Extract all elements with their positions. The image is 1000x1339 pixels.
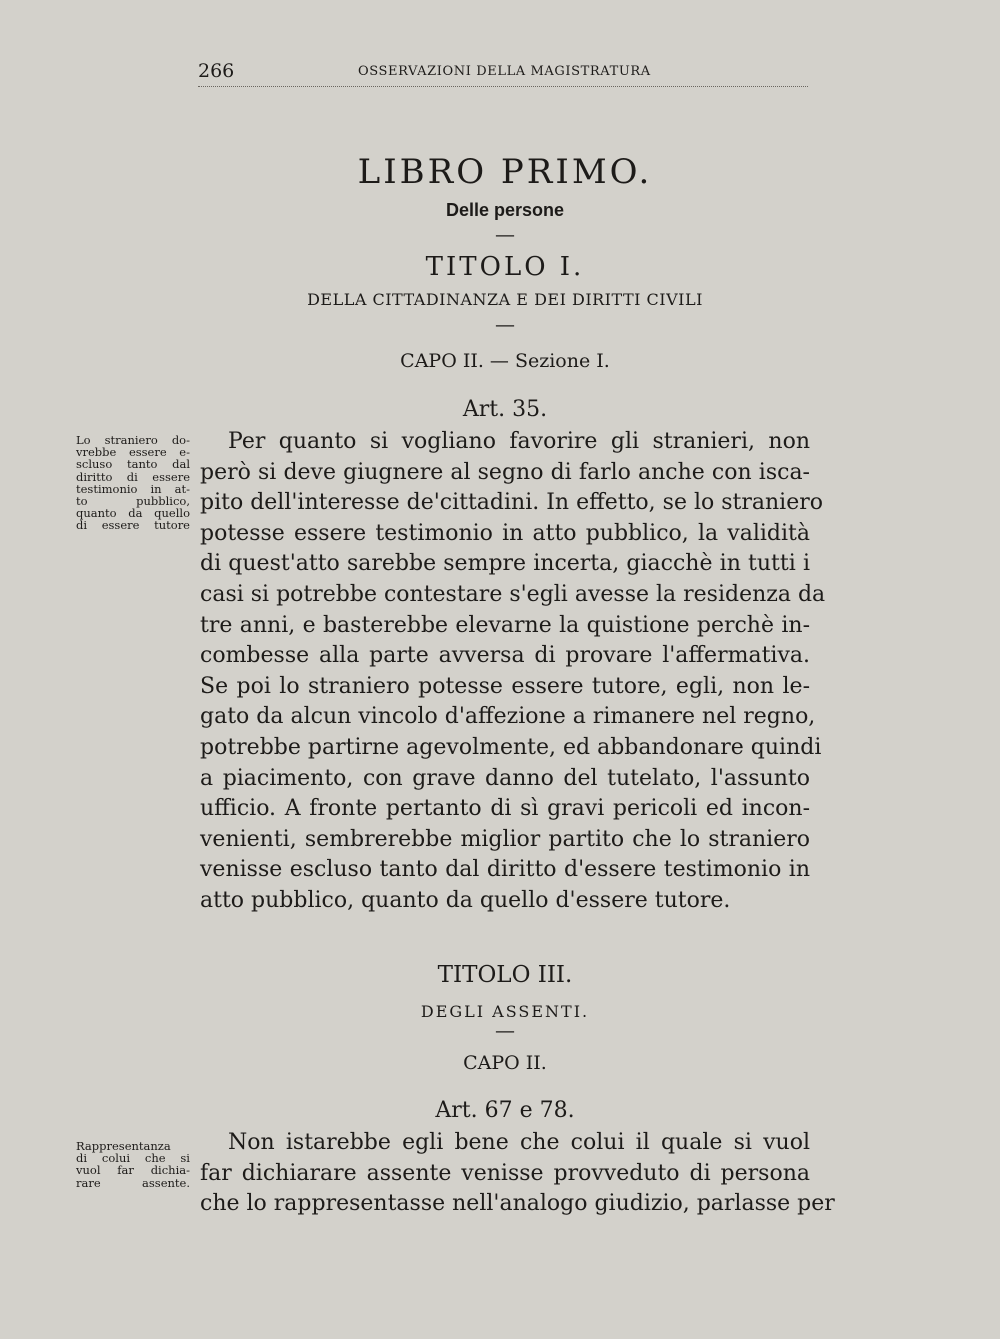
margin-note-line: Lo straniero do- <box>76 433 190 447</box>
text-line: tre anni, e basterebbe elevarne la quistione perchè in- <box>200 612 810 638</box>
margin-note-line: quanto da quello <box>76 506 190 521</box>
article-heading: Art. 67 e 78. <box>435 1098 575 1123</box>
margin-note <box>76 1140 190 1189</box>
margin-note-line: diritto di essere <box>76 469 190 484</box>
separator-dash: — <box>495 1018 515 1042</box>
text-line: che lo rappresentasse nell'analogo giudizio, parlasse per <box>200 1191 835 1217</box>
text-line: di quest'atto sarebbe sempre incerta, giacchè in tutti i <box>200 551 810 577</box>
margin-note <box>76 434 190 532</box>
book-subtitle: Delle persone <box>445 200 565 220</box>
text-line: potesse essere testimonio in atto pubblico, la validità <box>200 520 810 546</box>
capo-heading: CAPO II. <box>463 1052 547 1074</box>
text-line: Per quanto si vogliano favorire gli stranieri, non <box>228 429 810 454</box>
margin-note-line: vuol far dichia- <box>76 1163 190 1178</box>
margin-note-line: testimonio in at- <box>76 481 190 496</box>
text-line: casi si potrebbe contestare s'egli avesse la residenza da <box>200 581 826 607</box>
book-title: LIBRO PRIMO. <box>357 152 653 192</box>
margin-note-line: vrebbe essere e- <box>76 445 190 460</box>
body-paragraph <box>200 427 826 917</box>
text-line: far dichiarare assente venisse provveduto di persona <box>200 1160 810 1186</box>
running-title: OSSERVAZIONI DELLA MAGISTRATURA <box>358 64 651 79</box>
margin-note-line: rare assente. <box>76 1175 190 1190</box>
text-line: venienti, sembrerebbe miglior partito che lo straniero <box>200 826 810 852</box>
text-line: Se poi lo straniero potesse essere tutore, egli, non le- <box>200 673 810 699</box>
page-number: 266 <box>198 60 235 82</box>
body-paragraph <box>200 1128 835 1220</box>
margin-note-line: to pubblico, <box>76 494 190 509</box>
titolo-heading: TITOLO I. <box>425 252 585 282</box>
text-line: venisse escluso tanto dal diritto d'essere testimonio in <box>200 857 810 883</box>
margin-note-line: di colui che si <box>76 1151 190 1166</box>
separator-dash: — <box>495 222 515 246</box>
margin-note-line: Rappresentanza <box>76 1139 171 1153</box>
text-line: potrebbe partirne agevolmente, ed abbandonare quindi <box>200 734 822 760</box>
margin-note-line: di essere tutore <box>76 518 190 533</box>
margin-note-line: scluso tanto dal <box>76 457 190 472</box>
text-line: gato da alcun vincolo d'affezione a rimanere nel regno, <box>200 704 816 730</box>
titolo-subheading: DEGLI ASSENTI. <box>420 1002 590 1021</box>
text-line: a piacimento, con grave danno del tutelato, l'assunto <box>200 765 810 791</box>
article-heading: Art. 35. <box>462 397 548 422</box>
separator-dash: — <box>495 312 515 336</box>
text-line: però si deve giugnere al segno di farlo anche con isca- <box>200 459 810 485</box>
capo-heading: CAPO II. — Sezione I. <box>400 350 610 372</box>
text-line: combesse alla parte avversa di provare l'affermativa. <box>200 643 810 669</box>
text-line: pito dell'interesse de'cittadini. In effetto, se lo straniero <box>200 490 823 516</box>
text-line: atto pubblico, quanto da quello d'essere tutore. <box>200 887 731 913</box>
titolo-heading: TITOLO III. <box>437 962 573 988</box>
text-line: ufficio. A fronte pertanto di sì gravi pericoli ed incon- <box>200 796 810 822</box>
titolo-subheading: DELLA CITTADINANZA E DEI DIRITTI CIVILI <box>307 290 703 309</box>
running-head <box>198 60 808 87</box>
text-line: Non istarebbe egli bene che colui il quale si vuol <box>228 1130 810 1155</box>
